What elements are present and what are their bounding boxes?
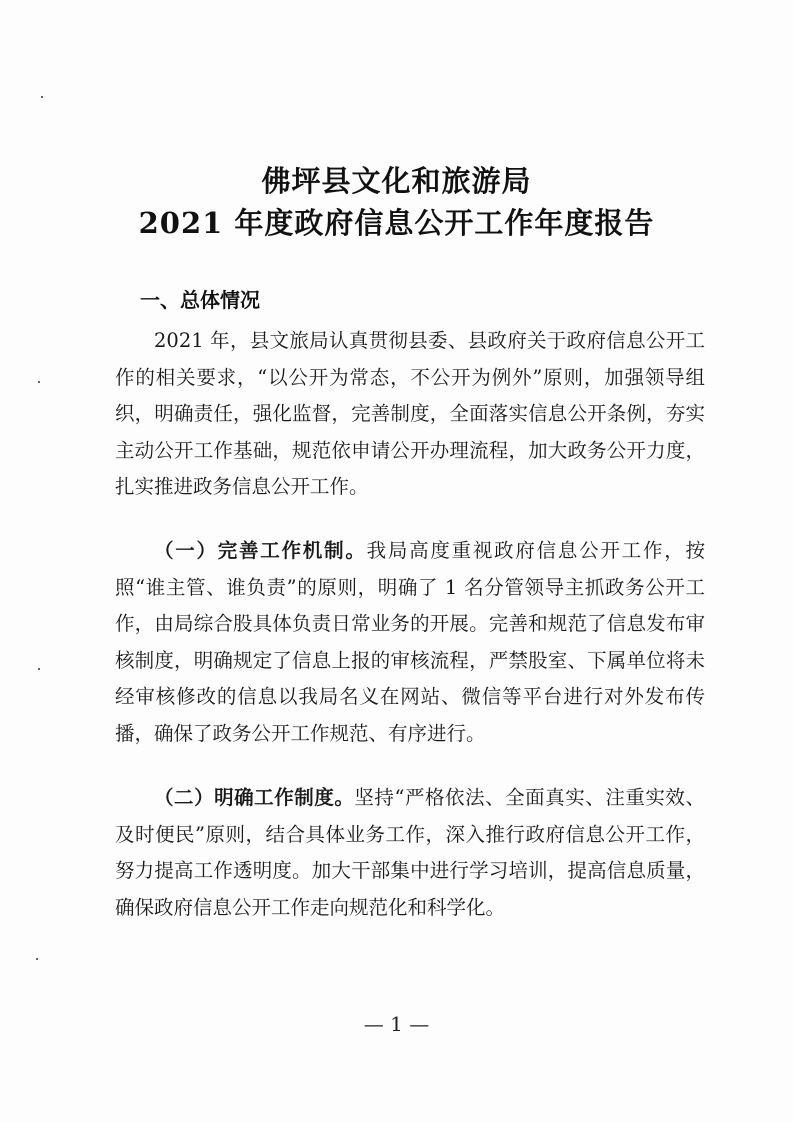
item-2-section	[115, 780, 705, 926]
item-1-paragraph	[115, 533, 705, 752]
item-2-text: 坚持“严格依法、全面真实、注重实效、及时便民”原则，结合具体业务工作，深入推行政府信息公开工作，努力提高工作透明度。加大干部集中进行学习培训，提高信息质量，确保政府信息公开工作走向规范化和科学化。	[115, 786, 705, 919]
item-1-title: （一）完善工作机制。	[154, 539, 367, 562]
section-heading: 一、总体情况	[140, 288, 260, 312]
document-title	[0, 160, 793, 244]
intro-paragraph: 2021 年，县文旅局认真贯彻县委、县政府关于政府信息公开工作的相关要求，“以公开为常态，不公开为例外”原则，加强领导组织，明确责任，强化监督，完善制度，全面落实信息公开条例，夯实主动公开工作基础，规范依申请公开办理流程，加大政务公开力度，扎实推进政务信息公开工作。	[115, 329, 705, 498]
intro-section	[115, 323, 705, 506]
item-2-paragraph	[115, 780, 705, 926]
item-1-text: 我局高度重视政府信息公开工作，按照“谁主管、谁负责”的原则，明确了 1 名分管领导主抓政务公开工作，由局综合股具体负责日常业务的开展。完善和规范了信息发布审核制度，明确规定了信息上报的审核流程，严禁股室、下属单位将未经审核修改的信息以我局名义在网站、微信等平台进行对外发布传播，确保了政务公开工作规范、有序进行。	[115, 539, 705, 745]
scan-speck	[41, 96, 43, 98]
page-number: — 1 —	[363, 1012, 430, 1036]
scan-speck	[38, 668, 40, 670]
item-2-title: （二）明确工作制度。	[154, 786, 355, 809]
title-line-2: 2021 年度政府信息公开工作年度报告	[138, 206, 655, 240]
item-1-section	[115, 533, 705, 752]
title-line-1: 佛坪县文化和旅游局	[261, 164, 532, 198]
scan-speck	[36, 958, 38, 960]
scan-speck	[38, 381, 40, 383]
